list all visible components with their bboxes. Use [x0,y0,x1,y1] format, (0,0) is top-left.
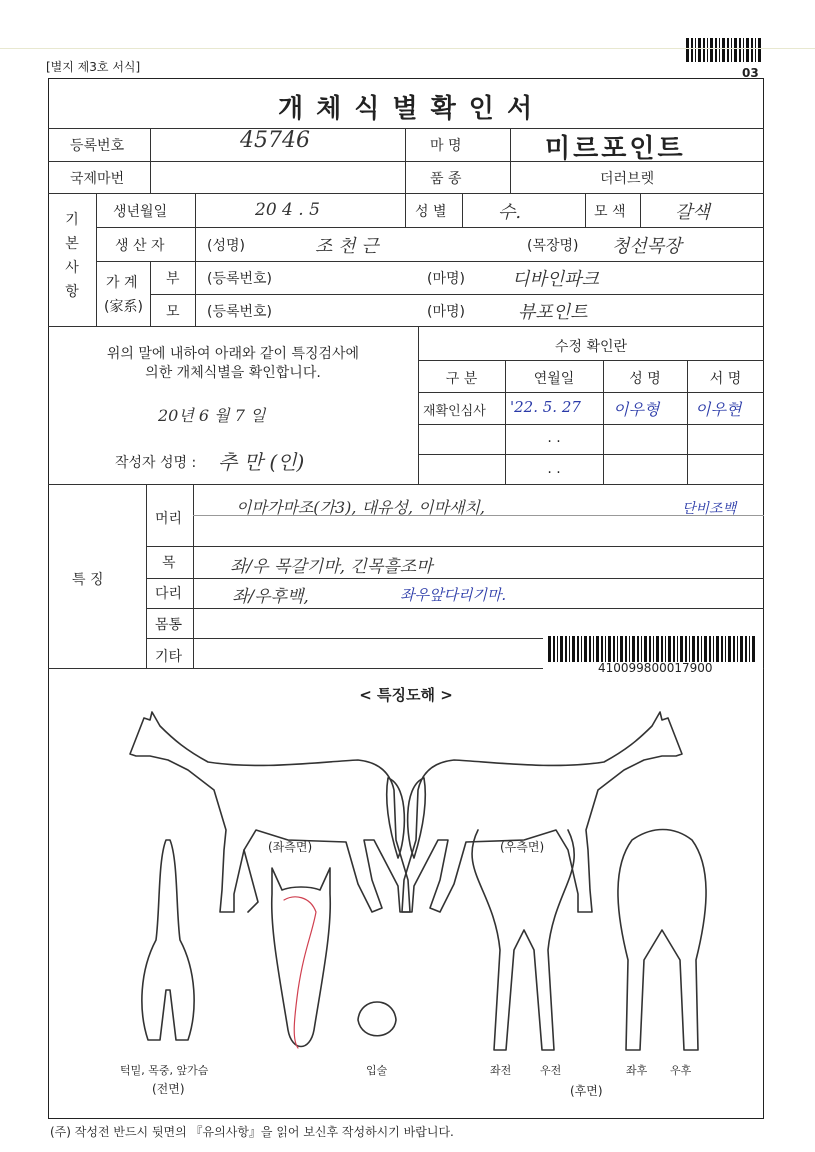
barcode-bar [608,636,611,662]
barcode-bar [733,636,735,662]
family-label: 가 계 [106,275,138,291]
barcode-bar [703,38,705,62]
breeder-name-label: (성명) [207,238,245,254]
basic-section-label: 기 본 사 항 [65,212,79,300]
barcode-bar [601,636,603,662]
barcode-bar [739,38,741,62]
barcode-bar [632,636,635,662]
family-label-hanja: (家系) [104,299,143,315]
sex-value: 수. [498,202,522,223]
barcode-bar [569,636,570,662]
birth-label: 생년월일 [113,204,168,220]
reg-no-label: 등록번호 [70,138,125,154]
rear-left-label: 좌후 [626,1064,648,1077]
body-label: 몸통 [155,617,183,633]
barcode-bar [737,636,738,662]
sire-label: 부 [166,271,180,287]
barcode-bar [620,636,623,662]
revision-row3-date: . . [547,461,561,477]
barcode-bar [625,636,627,662]
barcode-bar [656,636,659,662]
page-number: 03 [742,66,759,80]
farm-value: 청선목장 [612,236,682,257]
document-title: 개 체 식 별 확 인 서 [277,94,535,124]
barcode-bar [553,636,555,662]
barcode-bar [581,636,582,662]
revision-row1-type: 재확인심사 [423,404,486,419]
confirm-date: 20년 6 월 7 일 [158,406,266,425]
barcode-bar [617,636,618,662]
revision-row2-date: . . [547,430,561,446]
revision-row1-date: '22. 5. 27 [510,398,581,416]
barcode-bar [740,636,743,662]
barcode-bar [704,636,707,662]
footer-note: (주) 작성전 반드시 뒷면의 『유의사항』을 읽어 보신후 작성하시기 바랍니다. [50,1125,454,1139]
rear-right-label: 우후 [670,1064,692,1077]
barcode-bar [557,636,558,662]
barcode-bar [743,38,744,62]
writer-label: 작성자 성명 : [115,455,197,471]
barcode-bar [719,38,720,62]
color-value: 갈색 [675,202,710,223]
under-neck-label: 턱밑, 목중, 앞가슴 [120,1064,209,1077]
horse-name-label: 마 명 [430,138,462,154]
breed-label: 품 종 [430,171,462,187]
sire-name-label: (마명) [427,271,465,287]
dam-reg-no-label: (등록번호) [207,304,273,320]
barcode-bar [710,38,713,62]
barcode-bar [721,636,723,662]
col-name-header: 성 명 [629,371,661,387]
barcode-bar [709,636,711,662]
right-side-label: (우측면) [500,840,545,854]
barcode-bar [548,636,551,662]
barcode-bar [698,38,701,62]
revision-title: 수정 확인란 [554,339,628,355]
barcode-bar [653,636,654,662]
barcode-bar [637,636,639,662]
dam-label: 모 [166,304,180,320]
legs-value: 좌/우후백, [232,587,309,607]
barcode-bar [665,636,666,662]
barcode-bar [577,636,579,662]
birth-value: 20 4 . 5 [255,200,320,220]
statement-line-1: 위의 말에 내하여 아래와 같이 특징검사에 [106,346,360,362]
barcode-bar [565,636,567,662]
front-left-label: 좌전 [490,1064,512,1077]
barcode-bar [572,636,575,662]
sire-name-value: 디바인파크 [512,269,599,290]
col-sign-header: 서 명 [709,371,742,387]
barcode-bar [613,636,615,662]
barcode-bar [749,636,750,662]
barcode-bar [584,636,587,662]
barcode-bar [644,636,647,662]
reg-no-value: 45746 [240,128,310,153]
top-barcode [686,38,762,62]
barcode-bar [758,38,761,62]
breed-value: 더러브렛 [600,171,655,187]
left-side-label: (좌측면) [268,840,313,854]
front-legs-view [472,830,574,1050]
barcode-bar [641,636,642,662]
head-value-revision: 단비조백 [682,501,737,517]
col-type-header: 구 분 [445,371,478,387]
head-value: 이마가마조(가3), 대유성, 이마새치, [236,498,486,517]
horse-diagram [48,690,764,1110]
lips-view [358,1002,396,1036]
barcode-bar [722,38,725,62]
barcode-bar [713,636,714,662]
revision-row1-name: 이우형 [613,400,660,419]
farm-label: (목장명) [527,238,579,254]
barcode-bar [734,38,737,62]
barcode-bar [593,636,594,662]
diagram-title: < 특징도해 > [359,686,453,704]
barcode-bar [746,38,749,62]
barcode-bar [755,38,756,62]
sire-reg-no-label: (등록번호) [207,271,273,287]
barcode-bar [605,636,606,662]
neck-value: 좌/우 목갈기마, 긴목흘조마 [230,557,433,577]
front-head-view [272,868,331,1047]
rear-view-label: (후면) [570,1084,603,1098]
legs-label: 다리 [155,586,183,602]
barcode-bar [589,636,591,662]
dam-name-label: (마명) [427,304,465,320]
barcode-bar [731,38,732,62]
barcode-bar [677,636,678,662]
revision-row1-sign: 이우현 [695,400,742,419]
neck-label: 목 [162,555,176,571]
barcode-bar [661,636,663,662]
head-label: 머리 [155,511,183,527]
col-date-header: 연월일 [533,371,575,387]
barcode-bar [701,636,702,662]
barcode-bar [715,38,717,62]
front-right-label: 우전 [540,1064,562,1077]
barcode-bar [649,636,651,662]
barcode-bar [745,636,747,662]
right-profile-horse [402,712,682,912]
horse-name-value: 미르포인트 [545,134,686,164]
etc-label: 기타 [155,649,183,665]
barcode-bar [691,38,693,62]
left-profile-horse [130,712,410,912]
barcode-bar [716,636,719,662]
barcode-bar [751,38,753,62]
barcode-bar [673,636,675,662]
barcode-bar [692,636,695,662]
barcode-bar [697,636,699,662]
barcode-bar [560,636,563,662]
breeder-name-value: 조 천 근 [315,236,379,257]
sticker-barcode [548,636,758,662]
color-label: 모 색 [594,204,626,220]
barcode-bar [725,636,726,662]
barcode-bar [668,636,671,662]
form-type-label: [별지 제3호 서식] [46,60,141,74]
legs-value-revision: 좌우앞다리기마. [400,586,507,604]
barcode-bar [685,636,687,662]
barcode-number: 410099800017900 [598,661,713,675]
breeder-label: 생 산 자 [115,238,165,254]
barcode-bar [707,38,708,62]
features-section-label: 특 징 [72,572,104,588]
sex-label: 성 별 [415,204,447,220]
lips-label: 입술 [366,1064,388,1077]
front-view-label: (전면) [152,1082,185,1096]
writer-signature: 추 만 (인) [218,450,305,474]
barcode-bar [728,636,731,662]
statement-line-2: 의한 개체식별을 확인합니다. [145,365,321,381]
barcode-bar [686,38,689,62]
barcode-bar [596,636,599,662]
rear-view [618,830,706,1051]
under-neck-view [142,840,194,1040]
barcode-bar [680,636,683,662]
barcode-bar [695,38,696,62]
barcode-bar [727,38,729,62]
barcode-bar [752,636,755,662]
barcode-bar [689,636,690,662]
intl-no-label: 국제마번 [70,171,125,187]
dam-name-value: 뷰포인트 [518,302,588,323]
barcode-bar [629,636,630,662]
